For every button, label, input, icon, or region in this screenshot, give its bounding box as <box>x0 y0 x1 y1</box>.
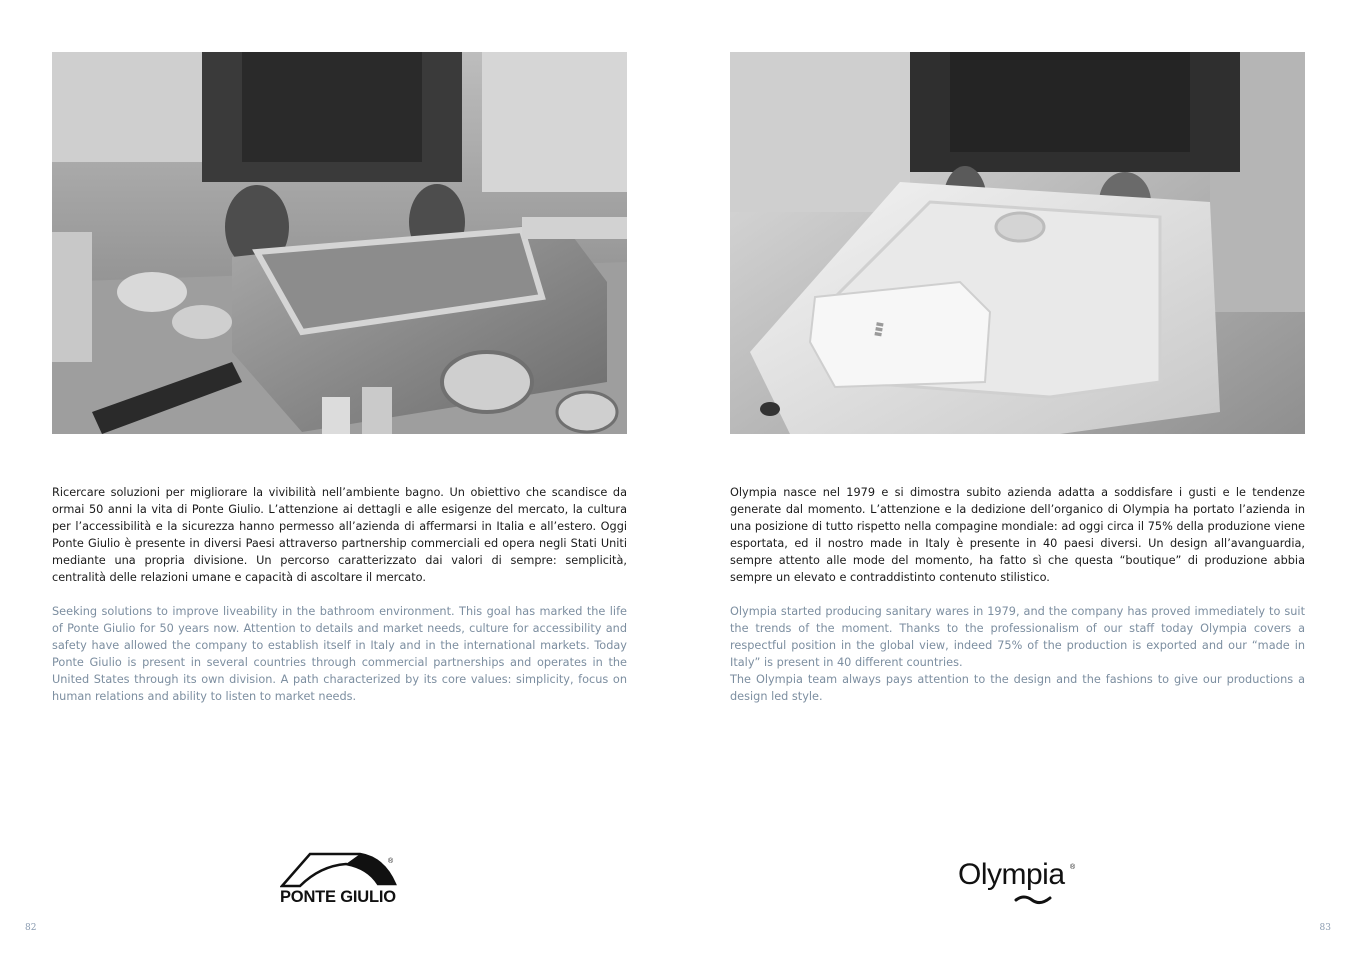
photo-illustration <box>52 52 627 434</box>
intro-text-italian: Ricercare soluzioni per migliorare la vivibilità nell’ambiente bagno. Un obiettivo che scandisce da ormai 50 anni la vita di Ponte Giulio. L’attenzione ai dettagli e alle esigenze del mercato, la cultura per l’accessibilità e la sicurezza hanno permesso all’azienda di affermarsi in Italia e all’estero. Oggi Ponte Giulio è presente in diversi Paesi attraverso partnership commerciali ed opera negli Stati Uniti mediante una propria divisione. Un percorso caratterizzato dai valori di sempre: semplicità, centralità delle relazioni umane e capacità di ascoltare il mercato. <box>52 486 627 584</box>
registered-mark: ® <box>388 858 394 865</box>
ponte-giulio-arch-icon <box>280 850 400 890</box>
ponte-giulio-logo-text: PONTE GIULIO <box>280 888 396 906</box>
workshop-photo-mold <box>52 52 627 434</box>
workshop-photo-shower-tray <box>730 52 1305 434</box>
intro-text-english-paragraph-2: The Olympia team always pays attention to the design and the fashions to give our productions a design led style. <box>730 673 1305 703</box>
svg-text:▮▮▮: ▮▮▮ <box>873 321 886 338</box>
olympia-wave-icon <box>958 894 1078 908</box>
right-page <box>678 0 1356 959</box>
page-number: 82 <box>25 923 37 933</box>
intro-text-english-paragraph-1: Olympia started producing sanitary wares in 1979, and the company has proved immediately to suit the trends of the moment. Thanks to the professionalism of our staff today Olympia covers a respectful position in the global view, indeed 75% of the production is exported and our “made in Italy” is present in 40 different countries. <box>730 605 1305 669</box>
photo-illustration <box>730 52 1305 434</box>
olympia-logo <box>958 858 1078 910</box>
intro-text-english: Seeking solutions to improve liveability in the bathroom environment. This goal has marked the life of Ponte Giulio for 50 years now. Attention to details and market needs, culture for accessibility and safety have allowed the company to establish itself in Italy and in the international markets. Today Ponte Giulio is present in several countries through commercial partnerships and operates in the United States through its own division. A path characterized by its core values: simplicity, focus on human relations and ability to listen to market needs. <box>52 605 627 703</box>
olympia-logo-text: Olympia <box>958 858 1065 891</box>
intro-text-italian: Olympia nasce nel 1979 e si dimostra subito azienda adatta a soddisfare i gusti e le tendenze generate dal momento. L’attenzione e la dedizione dell’organico di Olympia ha portato l’azienda in una posizione di tutto rispetto nella compagine mondiale: ad oggi circa il 75% della produzione viene esportata, ed il nostro made in Italy è presente in 40 paesi diversi. Un design all’avanguardia, sempre attento alle mode del momento, ha fatto sì che questa “boutique” di produzione abbia sempre un elevato e contraddistinto contenuto stilistico. <box>730 486 1305 584</box>
page-number: 83 <box>1319 923 1331 933</box>
ponte-giulio-logo <box>280 850 400 910</box>
intro-text-english <box>730 603 1305 705</box>
registered-mark: ® <box>1070 864 1076 871</box>
